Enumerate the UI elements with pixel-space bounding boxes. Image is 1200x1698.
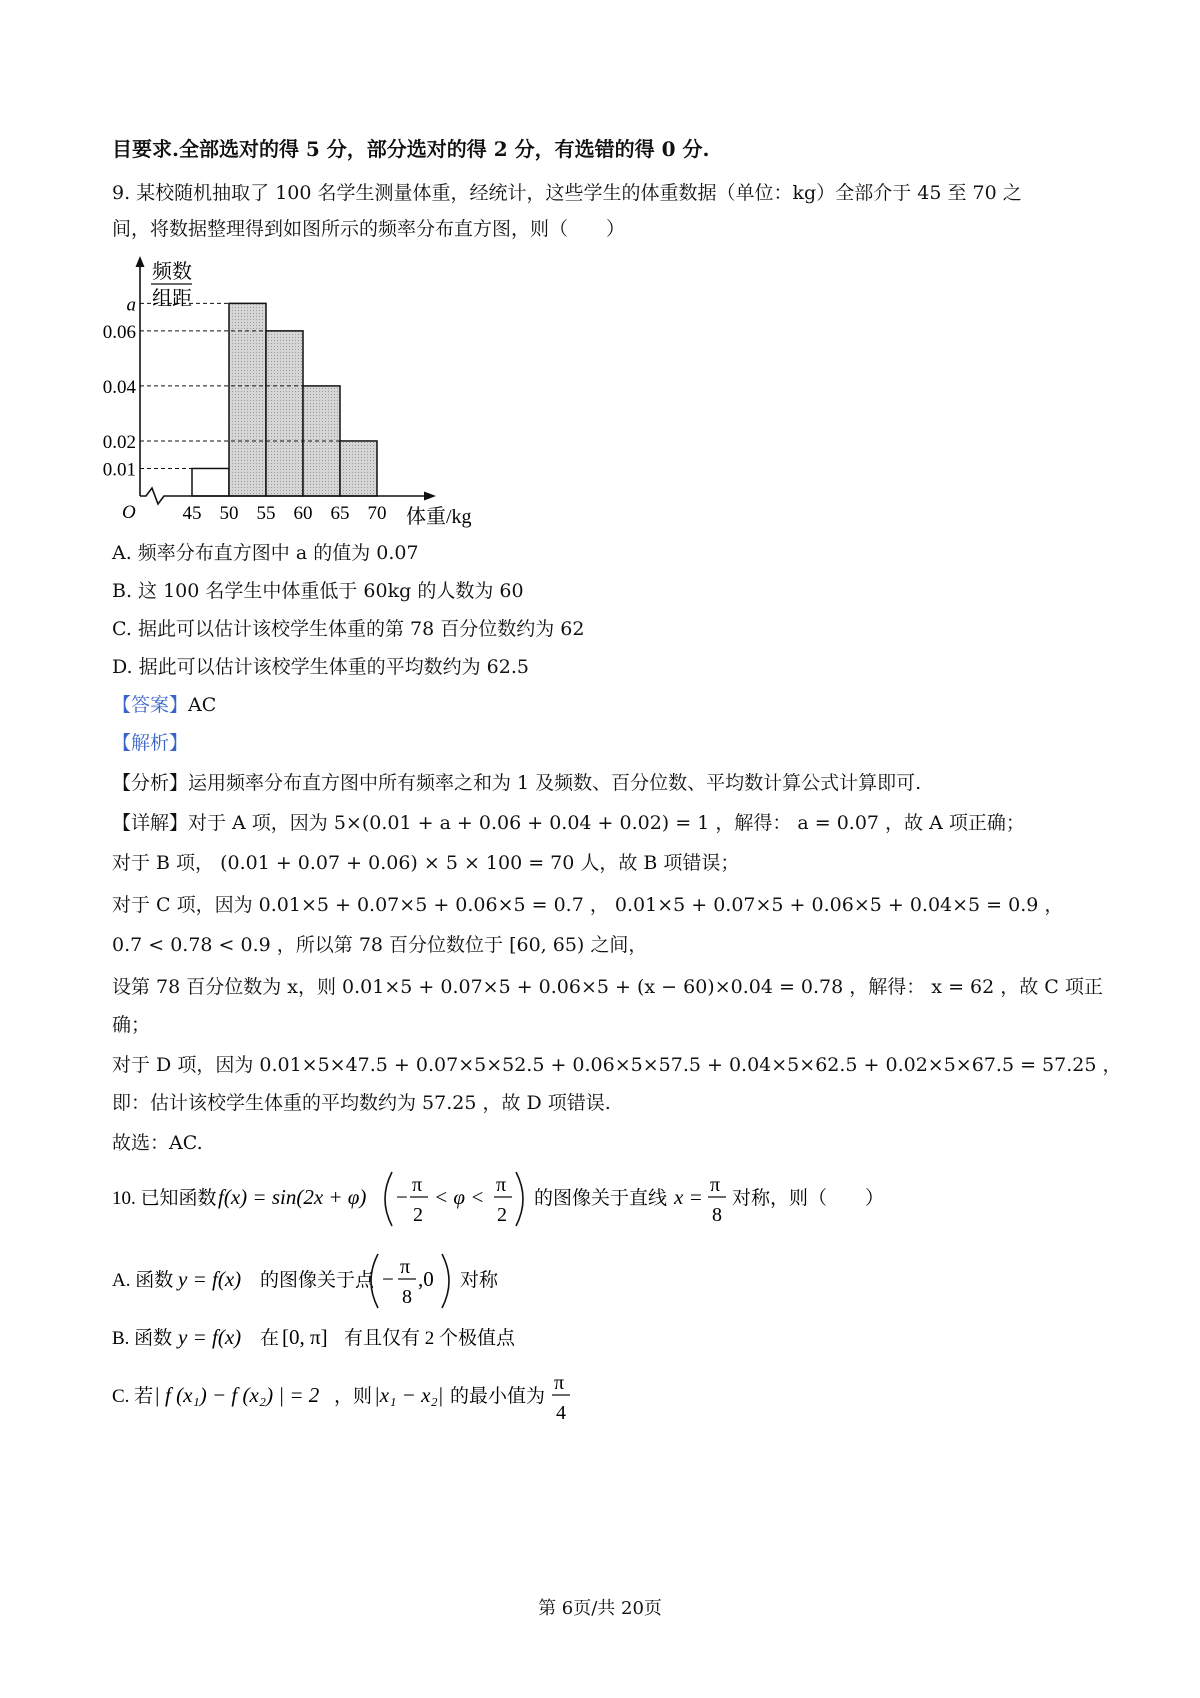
q10-a-pi: π — [400, 1256, 411, 1278]
section-instructions: 目要求.全部选对的得 5 分，部分选对的得 2 分，有选错的得 0 分. — [112, 137, 710, 161]
y-axis-label-numerator: 频数 — [152, 261, 192, 283]
q10-stem-prefix: 10. 已知函数 — [112, 1188, 217, 1209]
q9-stem-line-2: 间，将数据整理得到如图所示的频率分布直方图，则（ ） — [112, 218, 626, 240]
q10-a-prefix: A. 函数 — [112, 1270, 174, 1291]
x-tick-label: 65 — [330, 503, 350, 524]
histogram-bar-65-70 — [340, 441, 377, 496]
q9-option-c: C. 据此可以估计该校学生体重的第 78 百分位数约为 62 — [112, 618, 585, 640]
q9-answer-line — [112, 692, 1090, 718]
x-tick-label: 70 — [367, 503, 387, 524]
y-axis-arrow — [136, 256, 145, 267]
x-axis-arrow — [424, 492, 436, 501]
q10-a-minus: − — [382, 1267, 394, 1291]
q10-c-abs: |x₁ − x₂| — [374, 1383, 444, 1407]
q10-stem — [112, 1166, 912, 1232]
q9-detail-line-2: 对于 B 项， (0.01 + 0.07 + 0.06) × 5 × 100 = 70 人，故 B 项错误； — [112, 852, 740, 874]
q10-line-x: x = — [674, 1185, 703, 1209]
q9-option-a: A. 频率分布直方图中 a 的值为 0.07 — [112, 542, 419, 564]
q10-a-end: 对称 — [460, 1270, 499, 1291]
q10-cond-mid: < φ < — [434, 1185, 485, 1209]
q9-fenxi: 【分析】运用频率分布直方图中所有频率之和为 1 及频数、百分位数、平均数计算公式计算即可. — [112, 772, 922, 794]
y-tick-label: 0.01 — [102, 459, 136, 481]
q10-option-a — [112, 1248, 712, 1314]
q10-b-end: 有且仅有 2 个极值点 — [344, 1328, 516, 1349]
q9-option-b: B. 这 100 名学生中体重低于 60kg 的人数为 60 — [112, 580, 524, 602]
q10-c-mid: ，则 — [334, 1386, 373, 1407]
q10-c-expr: | f (x₁) − f (x₂) | = 2 — [154, 1383, 320, 1407]
q10-c-pi: π — [554, 1372, 565, 1394]
page-footer: 第 6页/共 20页 — [538, 1598, 662, 1619]
q9-stem-line-1: 9. 某校随机抽取了 100 名学生测量体重，经统计，这些学生的体重数据（单位：kg）全部介于 45 至 70 之 — [112, 182, 1022, 204]
q10-a-zero: ,0 — [418, 1267, 434, 1291]
q9-option-d: D. 据此可以估计该校学生体重的平均数约为 62.5 — [112, 656, 529, 678]
q9-analysis-tag — [112, 730, 1090, 756]
q9-detail-line-8: 即：估计该校学生体重的平均数约为 57.25 ，故 D 项错误. — [112, 1092, 611, 1114]
q10-function: f(x) = sin(2x + φ) — [218, 1185, 367, 1209]
q9-detail-line-1: 【详解】对于 A 项，因为 5×(0.01 + a + 0.06 + 0.04 + 0.02) = 1 ，解得： a = 0.07 ，故 A 项正确； — [112, 812, 1025, 834]
q10-line-pi: π — [710, 1174, 721, 1196]
q9-detail-line-4: 0.7 < 0.78 < 0.9 ，所以第 78 百分位数位于 [60, 65) 之间， — [112, 934, 648, 956]
q10-b-func: y = f(x) — [178, 1325, 242, 1349]
q9-detail-line-3: 对于 C 项，因为 0.01×5 + 0.07×5 + 0.06×5 = 0.7 ， 0.01×5 + 0.07×5 + 0.06×5 + 0.04×5 = 0.9 ， — [112, 894, 1064, 916]
q10-stem-mid: 的图像关于直线 — [534, 1188, 668, 1209]
q10-cond-two-1: 2 — [413, 1204, 423, 1226]
q10-b-prefix: B. 函数 — [112, 1328, 173, 1349]
y-tick-label: 0.02 — [102, 431, 136, 453]
histogram-bar-50-55 — [229, 303, 266, 496]
q10-cond-pi-1: π — [412, 1174, 423, 1196]
q10-option-c — [112, 1368, 712, 1434]
q10-a-mid: 的图像关于点 — [260, 1270, 375, 1291]
y-axis-label-denominator: 组距 — [152, 288, 192, 310]
histogram-bar-55-60 — [266, 331, 303, 496]
q10-line-eight: 8 — [712, 1204, 722, 1226]
q10-option-b — [112, 1318, 712, 1358]
q9-detail-line-9: 故选：AC. — [112, 1132, 203, 1154]
histogram-chart — [100, 250, 490, 535]
axis-break — [140, 488, 192, 504]
x-tick-label: 55 — [256, 503, 276, 524]
histogram-bar-45-50 — [192, 468, 229, 496]
y-tick-label: a — [126, 294, 136, 316]
q10-b-interval: [0, π] — [282, 1325, 328, 1349]
q10-cond-pi-2: π — [496, 1174, 507, 1196]
q10-c-prefix: C. 若 — [112, 1386, 154, 1407]
q10-c-four: 4 — [556, 1402, 566, 1424]
y-tick-label: 0.06 — [102, 321, 136, 343]
q10-stem-end: 对称，则（ ） — [732, 1188, 885, 1209]
x-tick-label: 45 — [182, 503, 202, 524]
q10-a-func: y = f(x) — [178, 1267, 242, 1291]
x-axis-label: 体重/kg — [406, 506, 472, 528]
q10-paren-right — [516, 1172, 523, 1226]
answer-value: AC — [188, 694, 217, 716]
analysis-tag: 【解析】 — [112, 732, 189, 754]
q10-c-end: 的最小值为 — [450, 1386, 546, 1407]
q10-a-eight: 8 — [402, 1286, 412, 1308]
y-tick-label: 0.04 — [102, 376, 136, 398]
x-tick-label: 60 — [293, 503, 313, 524]
origin-label: O — [122, 502, 136, 523]
q9-detail-line-7: 对于 D 项，因为 0.01×5×47.5 + 0.07×5×52.5 + 0.06×5×57.5 + 0.04×5×62.5 + 0.02×5×67.5 = 57.25 ， — [112, 1054, 1122, 1076]
answer-tag: 【答案】 — [112, 694, 189, 716]
x-tick-label: 50 — [219, 503, 239, 524]
q9-detail-line-6: 确； — [112, 1014, 151, 1036]
q9-detail-line-5: 设第 78 百分位数为 x，则 0.01×5 + 0.07×5 + 0.06×5 + (x − 60)×0.04 = 0.78 ，解得： x = 62 ，故 C 项正 — [112, 976, 1103, 998]
q10-cond-minus: − — [396, 1185, 408, 1209]
q10-a-paren-right — [442, 1254, 449, 1308]
q10-paren-left — [385, 1172, 392, 1226]
q10-b-mid: 在 — [260, 1328, 280, 1349]
q10-cond-two-2: 2 — [497, 1204, 507, 1226]
